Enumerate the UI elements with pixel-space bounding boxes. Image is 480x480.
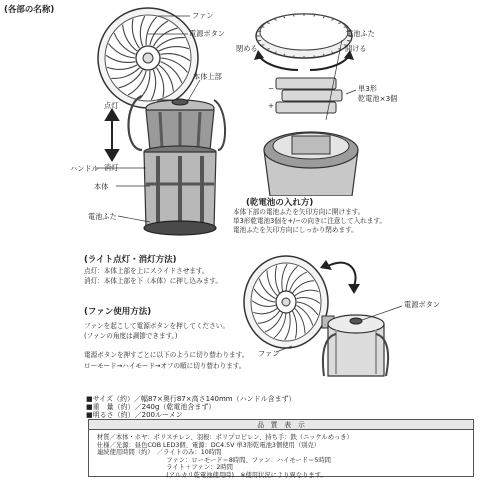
quality-line-material: 材質／本体・ホヤ：ポリスチレン、羽根：ポリプロピレン、持ち手：鉄（ニッケルめっき） <box>97 434 353 441</box>
spec-brightness: ■明るさ（約）／200ルーメン <box>86 411 183 419</box>
power-button-label: 電源ボタン <box>189 29 225 38</box>
quality-table <box>88 419 474 477</box>
battery-cover-label: 電池ふた <box>88 212 117 221</box>
fan-label: ファン <box>192 11 214 20</box>
light-instruction-off: 消灯：本体上部を下（本体）に押し込みます。 <box>84 277 222 285</box>
parts-section-title: (各部の名称) <box>4 5 55 15</box>
minus-label: − <box>268 84 275 93</box>
light-section-title: (ライト点灯・消灯方法) <box>84 255 177 265</box>
fan-instruction-2: (ファンの角度は調節できます。) <box>84 332 178 340</box>
plus-label: + <box>268 101 275 110</box>
battery-section-title: (乾電池の入れ方) <box>246 198 314 208</box>
battery-instruction-1: 本体下部の電池ふたを矢印方向に開けます。 <box>233 208 365 216</box>
close-label: 閉める <box>236 44 258 53</box>
quality-line-time: 連続使用時間（約） ／ライトのみ：10時間 <box>97 449 222 456</box>
handle-label: ハンドル <box>70 164 99 173</box>
body-label: 本体 <box>94 182 109 191</box>
fan-instruction-1: ファンを起こして電源ボタンを押してください。 <box>84 322 229 330</box>
quality-line-spec: 仕様／光源：昼色COB LED3個、電源：DC4.5V 単3形乾電池3個使用（別売） <box>97 441 321 449</box>
battery-note-1: 単3形 <box>358 84 377 93</box>
fan-instruction-3: 電源ボタンを押すごとに以下のように切り替わります。 <box>84 351 249 359</box>
quality-table-header: 品 質 表 示 <box>89 420 473 430</box>
battery-instruction-2: 単3形乾電池3個を+/−の向きに注意して入れます。 <box>233 217 387 225</box>
battery-instruction-3: 電池ふたを矢印方向にしっかり閉めます。 <box>233 226 358 234</box>
light-on-label: 点灯 <box>104 101 119 110</box>
spec-weight: ■重 量（約）／240g（乾電池含まず） <box>86 403 216 411</box>
spec-size: ■サイズ（約）／幅87×奥行87×高さ140mm（ハンドル含まず） <box>86 395 296 403</box>
quality-line-light-fan: ライト＋ファン：2時間 <box>97 464 233 471</box>
fan-usage-diagram <box>236 246 480 394</box>
quality-line-note: (アルカリ乾電池使用時) ※使用状況により異なります。 <box>97 471 327 479</box>
light-off-label: 消灯 <box>104 163 119 172</box>
open-label: 開ける <box>345 44 367 53</box>
battery-note-2: 乾電池×3個 <box>358 94 398 103</box>
fan-section-title: (ファン使用方法) <box>84 307 152 317</box>
fan-instruction-4: ローモード→ハイモード→オフの順に切り替わります。 <box>84 362 246 370</box>
fan-diagram-fan-label: ファン <box>258 349 280 358</box>
fan-diagram-power-button-label: 電源ボタン <box>404 300 440 309</box>
fan-illustration <box>98 8 198 108</box>
battery-cover-diagram-label: 電池ふた <box>346 29 375 38</box>
quality-line-fan: ファン：ローモード＝8時間、ファン：ハイモード＝5時間 <box>97 456 331 464</box>
body-top-label: 本体上部 <box>193 72 222 81</box>
light-instruction-on: 点灯：本体上部を上にスライドさせます。 <box>84 267 209 275</box>
